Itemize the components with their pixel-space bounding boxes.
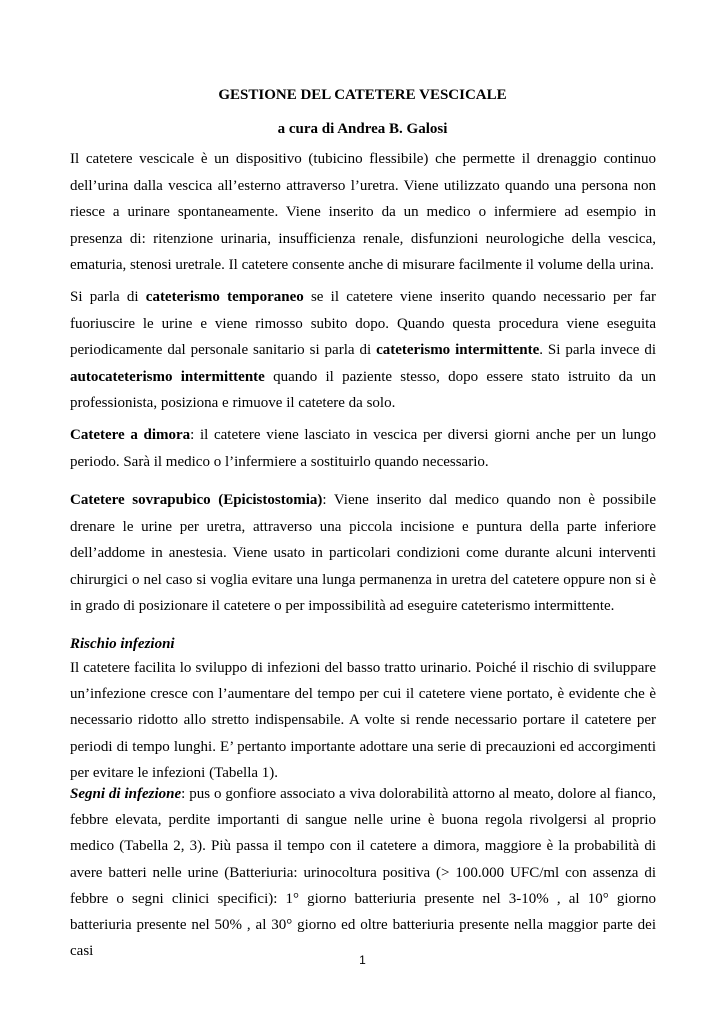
paragraph-catetere-a-dimora <box>70 422 656 475</box>
text-span: Si parla di <box>70 289 146 305</box>
term-segni-di-infezione <box>70 786 181 802</box>
author-line: a cura di Andrea B. Galosi <box>277 121 448 137</box>
paragraph-cateterismo <box>70 284 656 417</box>
term-cateterismo-intermittente: cateterismo intermittente <box>376 342 540 359</box>
text-span: : il catetere viene lasciato in vescica per diversi giorni anche per un lungo periodo. Sarà il medico o l’infermiere a sostituirlo quando necessario. <box>70 427 656 470</box>
text-span: : pus o gonfiore associato a viva dolorabilità attorno al meato, dolore al fianco, febbre elevata, perdite importanti di sangue nelle urine è buona regola rivolgersi al proprio medico (Tabella 2, 3). Più passa il tempo con il catetere a dimora, maggiore è la probabilità di avere batteri nelle urine (Batteriuria: urinocoltura positiva (> 100.000 UFC/ml con assenza di febbre o segni clinici specifici): 1° giorno batteriuria presente nel 3-10% , al 10° giorno batteriuria presente nel 50% , al 30° giorno ed oltre batteriuria presente nella maggior parte dei casi <box>70 786 656 960</box>
intro-paragraph: Il catetere vescicale è un dispositivo (tubicino flessibile) che permette il drenaggio continuo dell’urina dalla vescica all’esterno attraverso l’uretra. Viene utilizzato quando una persona non riesce a urinare spontaneamente. Viene inserito da un medico o infermiere ad esempio in presenza di: ritenzione urinaria, insufficienza renale, disfunzioni neurologiche della vescica, ematuria, stenosi uretrale. Il catetere consente anche di misurare facilmente il volume della urina. <box>70 151 656 274</box>
paragraph-segni-di-infezione <box>70 781 656 964</box>
text-span: : Viene inserito dal medico quando non è possibile drenare le urine per uretra, attraverso una piccola incisione e puntura della parte inferiore dell’addome in anestesia. Viene usato in particolari condizioni come durante alcuni interventi chirurgici o nel caso si voglia evitare una lunga permanenza in uretra del catetere oppure non si è in grado di posizionare il catetere o per impossibilità ad eseguire cateterismo intermittente. <box>70 492 657 615</box>
paragraph-rischio-infezioni: Il catetere facilita lo sviluppo di infezioni del basso tratto urinario. Poiché il rischio di sviluppare un’infezione cresce con l’aumentare del tempo per cui il catetere viene portato, è evidente che è necessario ridotto allo stretto indispensabile. A volte si rende necessario portare il catetere per periodi di tempo lunghi. E’ pertanto importante adottare una serie di precauzioni ed accorgimenti per evitare le infezioni (Tabella 1). <box>70 660 656 781</box>
term-autocateterismo-intermittente: autocateterismo intermittente <box>70 368 265 385</box>
text-span: . Si parla invece di <box>539 342 657 359</box>
document-title: GESTIONE DEL CATETERE VESCICALE <box>218 87 507 103</box>
term-cateterismo-temporaneo: cateterismo temporaneo <box>145 289 304 305</box>
text-span: quando il paziente stesso, dopo essere stato istruito da un professionista, posiziona e rimuove il catetere da solo. <box>70 368 656 412</box>
term-segni-di-infezione-text: Segni di infezione <box>70 786 182 802</box>
term-catetere-a-dimora: Catetere a dimora <box>70 427 191 443</box>
heading-rischio-infezioni: Rischio infezioni <box>70 636 175 652</box>
text-span: se il catetere viene inserito quando necessario per far fuoriuscire le urine e viene rimosso subito dopo. Quando questa procedura viene eseguita periodicamente dal personale sanitario si parla di <box>70 289 656 359</box>
term-catetere-sovrapubico: Catetere sovrapubico (Epicistostomia) <box>70 492 323 508</box>
paragraph-catetere-sovrapubico <box>70 487 656 620</box>
page-number: 1 <box>359 953 366 967</box>
